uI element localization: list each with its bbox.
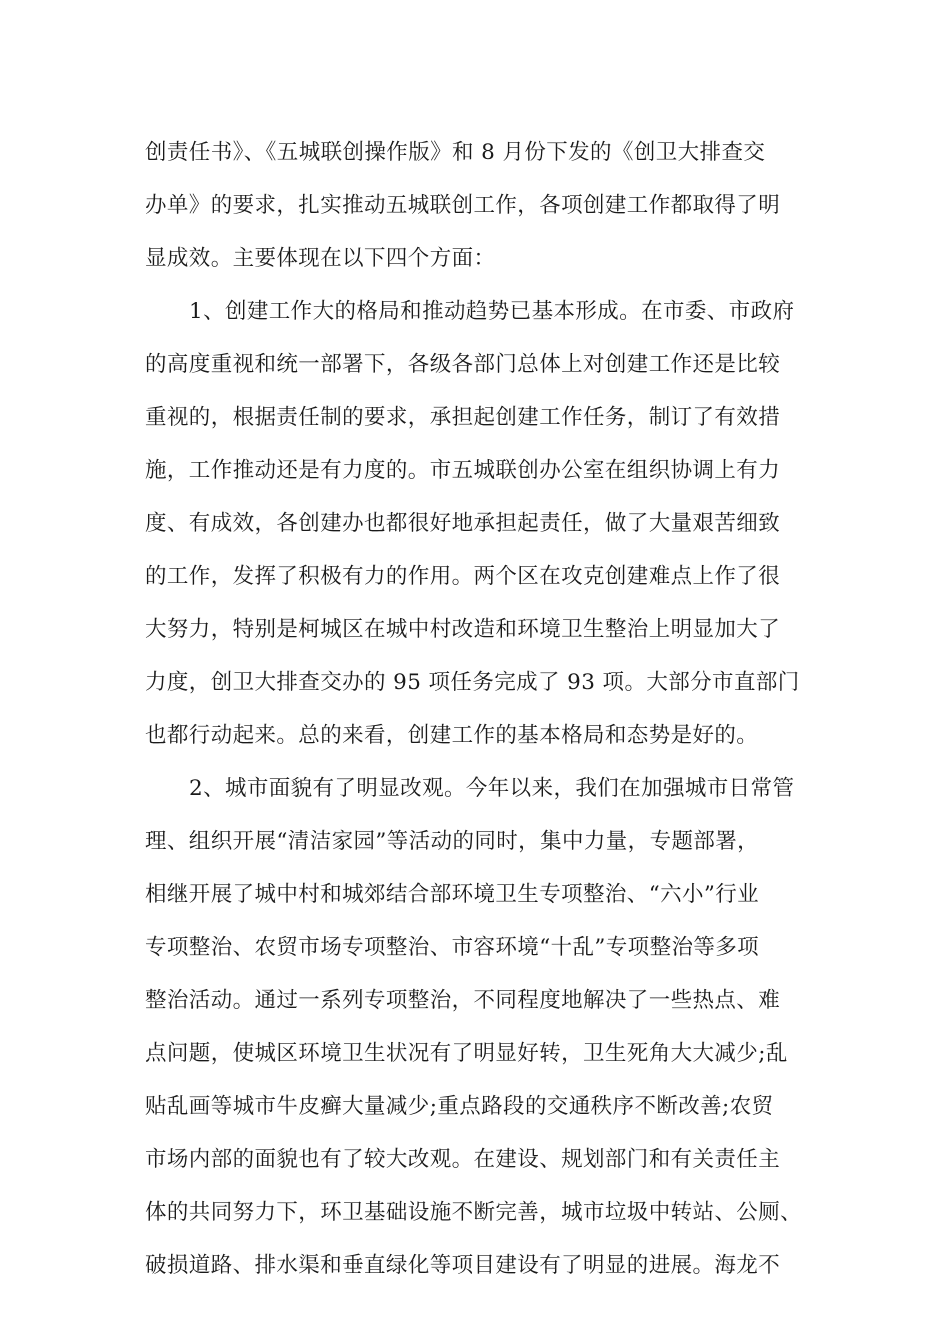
paragraph-1: [145, 285, 835, 762]
text-line: 的工作，发挥了积极有力的作用。两个区在攻克创建难点上作了很: [145, 564, 781, 589]
text-line: 显成效。主要体现在以下四个方面：: [145, 246, 496, 271]
text-line: 力度，创卫大排查交办的 95 项任务完成了 93 项。大部分市直部门: [145, 670, 800, 695]
text-line: 相继开展了城中村和城郊结合部环境卫生专项整治、“六小”行业: [145, 882, 760, 907]
text-line: 创责任书》、《五城联创操作版》和 8 月份下发的《创卫大排查交: [145, 140, 766, 165]
text-line: 理、组织开展“清洁家园”等活动的同时，集中力量，专题部署，: [145, 829, 760, 854]
text-line: 的高度重视和统一部署下，各级各部门总体上对创建工作还是比较: [145, 352, 781, 377]
text-line: 1、创建工作大的格局和推动趋势已基本形成。在市委、市政府: [189, 299, 795, 324]
text-line: 施，工作推动还是有力度的。市五城联创办公室在组织协调上有力: [145, 458, 781, 483]
text-line: 市场内部的面貌也有了较大改观。在建设、规划部门和有关责任主: [145, 1147, 781, 1172]
text-line: 度、有成效，各创建办也都很好地承担起责任，做了大量艰苦细致: [145, 511, 781, 536]
text-line: 办单》的要求，扎实推动五城联创工作，各项创建工作都取得了明: [145, 193, 781, 218]
text-line: 专项整治、农贸市场专项整治、市容环境“十乱”专项整治等多项: [145, 935, 760, 960]
paragraph-2: [145, 762, 835, 1292]
text-line: 2、城市面貌有了明显改观。今年以来，我们在加强城市日常管: [189, 776, 795, 801]
text-line: 贴乱画等城市牛皮癣大量减少;重点路段的交通秩序不断改善;农贸: [145, 1094, 774, 1119]
document-body: [145, 126, 835, 1292]
text-line: 重视的，根据责任制的要求，承担起创建工作任务，制订了有效措: [145, 405, 781, 430]
text-line: 点问题，使城区环境卫生状况有了明显好转，卫生死角大大减少;乱: [145, 1041, 788, 1066]
text-line: 大努力，特别是柯城区在城中村改造和环境卫生整治上明显加大了: [145, 617, 781, 642]
text-line: 整治活动。通过一系列专项整治，不同程度地解决了一些热点、难: [145, 988, 781, 1013]
text-line: 也都行动起来。总的来看，创建工作的基本格局和态势是好的。: [145, 723, 759, 748]
paragraph-intro: [145, 126, 835, 285]
text-line: 破损道路、排水渠和垂直绿化等项目建设有了明显的进展。海龙不: [145, 1253, 781, 1278]
text-line: 体的共同努力下，环卫基础设施不断完善，城市垃圾中转站、公厕、: [145, 1200, 803, 1225]
